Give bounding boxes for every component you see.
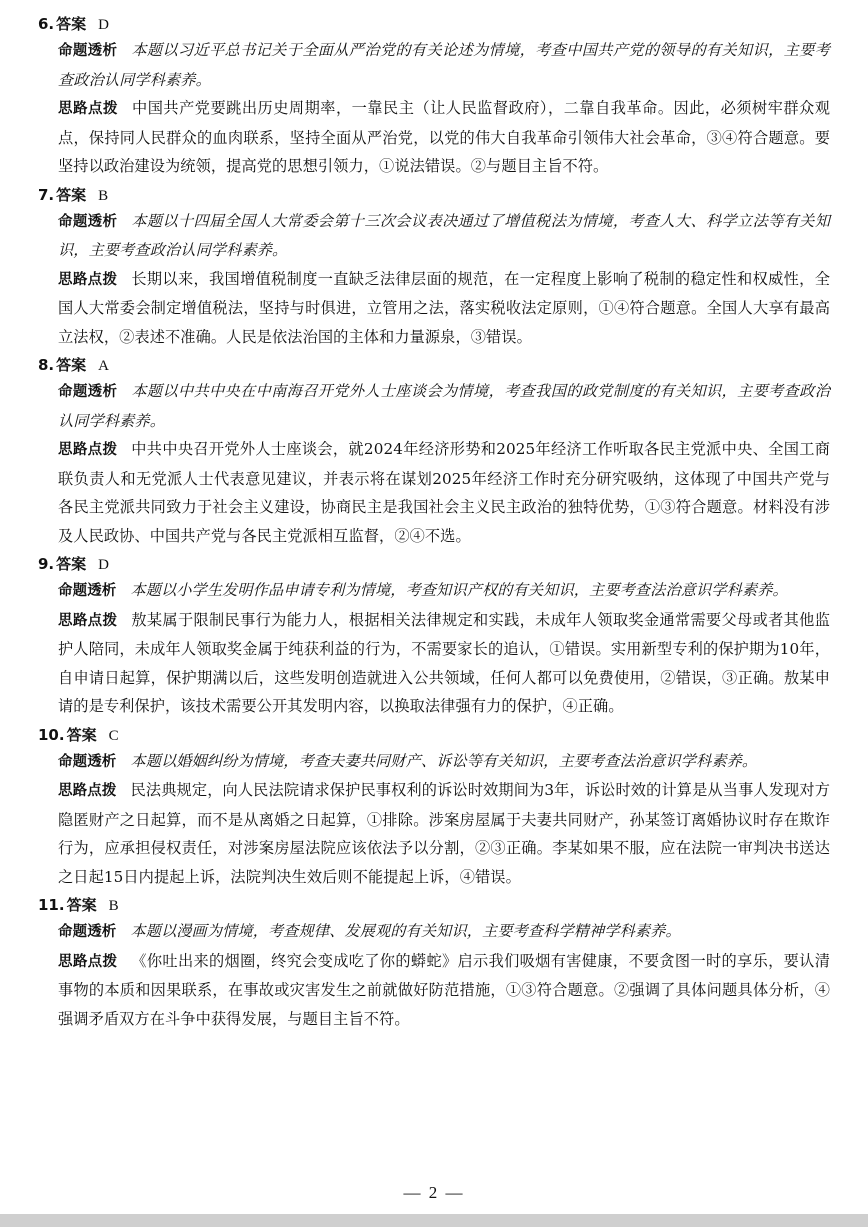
analysis-label: 思路点拨	[58, 953, 118, 970]
question-9-analysis	[38, 606, 830, 721]
question-number: 10.	[38, 725, 65, 744]
question-9-intent	[38, 576, 830, 606]
question-7-header	[38, 183, 830, 207]
analysis-label: 思路点拨	[58, 442, 118, 458]
analysis-label: 思路点拨	[58, 783, 117, 799]
answer-value: D	[98, 17, 109, 33]
question-6-header	[38, 12, 830, 36]
question-8-header	[38, 353, 830, 377]
answer-value: C	[108, 727, 119, 744]
page-number: — 2 —	[403, 1183, 465, 1202]
question-10-analysis	[38, 776, 830, 891]
answer-label: 答案	[56, 15, 87, 33]
answer-value: A	[98, 358, 109, 374]
analysis-label: 思路点拨	[58, 101, 119, 117]
question-10-header	[38, 723, 830, 747]
analysis-text: 民法典规定，向人民法院请求保护民事权利的诉讼时效期间为3年，诉讼时效的计算是从当事人发现对方隐匿财产之日起算，而不是从离婚之日起算，①排除。涉案房屋属于夫妻共同财产，孙某签订离婚协议时存在欺诈行为，应承担侵权责任，对涉案房屋法院应该依法予以分割，②③正确。李某如果不服，应在法院一审判决书送达之日起15日内提起上诉，法院判决生效后则不能提起上诉，④错误。	[58, 781, 830, 886]
analysis-text: 中国共产党要跳出历史周期率，一靠民主（让人民监督政府），二靠自我革命。因此，必须树牢群众观点，保持同人民群众的血肉联系，坚持全面从严治党，以党的伟大自我革命引领伟大社会革命，③④符合题意。要坚持以政治建设为统领，提高党的思想引领力，①说法错误。②与题目主旨不符。	[58, 99, 830, 175]
question-9-header	[38, 552, 830, 576]
answer-label: 答案	[66, 725, 97, 744]
question-number: 11.	[38, 896, 65, 914]
answer-label: 答案	[56, 356, 87, 374]
intent-label: 命题透析	[58, 384, 118, 400]
analysis-text: 《你吐出来的烟圈，终究会变成吃了你的蟒蛇》启示我们吸烟有害健康，不要贪图一时的享乐，要认清事物的本质和因果联系，在事故或灾害发生之前就做好防范措施，①③符合题意。②强调了具体问题具体分析，④强调矛盾双方在斗争中获得发展，与题目主旨不符。	[58, 951, 830, 1028]
intent-text: 本题以小学生发明作品申请专利为情境，考查知识产权的有关知识，主要考查法治意识学科素养。	[130, 581, 788, 599]
question-11-intent	[38, 917, 830, 947]
answer-label: 答案	[66, 896, 97, 914]
question-11-analysis	[38, 947, 830, 1034]
intent-text: 本题以漫画为情境，考查规律、发展观的有关知识，主要考查科学精神学科素养。	[130, 922, 681, 940]
analysis-text: 敖某属于限制民事行为能力人，根据相关法律规定和实践，未成年人领取奖金通常需要父母或者其他监护人陪同，未成年人领取奖金属于纯获利益的行为，不需要家长的追认，①错误。实用新型专利的保护期为10年，自申请日起算，保护期满以后，这些发明创造就进入公共领域，任何人都可以免费使用，②错误，③正确。敖某申请的是专利保护，该技术需要公开其发明内容，以换取法律强有力的保护，④正确。	[58, 610, 830, 715]
intent-label: 命题透析	[58, 583, 117, 599]
intent-text: 本题以中共中央在中南海召开党外人士座谈会为情境，考查我国的政党制度的有关知识，主要考查政治认同学科素养。	[58, 382, 830, 430]
intent-label: 命题透析	[58, 213, 118, 230]
question-number: 7.	[38, 185, 55, 204]
question-number: 8.	[38, 356, 55, 374]
answer-value: D	[98, 557, 109, 573]
intent-text: 本题以习近平总书记关于全面从严治党的有关论述为情境，考查中国共产党的领导的有关知识，主要考查政治认同学科素养。	[58, 41, 830, 89]
question-7-intent	[38, 207, 830, 265]
answer-value: B	[98, 187, 109, 204]
question-number: 6.	[38, 15, 55, 33]
question-6-analysis	[38, 94, 830, 181]
answer-value: B	[108, 898, 119, 914]
question-8-intent	[38, 377, 830, 435]
intent-text: 本题以婚姻纠纷为情境，考查夫妻共同财产、诉讼等有关知识，主要考查法治意识学科素养。	[130, 751, 758, 770]
question-6-intent	[38, 36, 830, 94]
answer-label: 答案	[56, 555, 87, 573]
analysis-label: 思路点拨	[58, 271, 118, 288]
analysis-text: 中共中央召开党外人士座谈会，就2024年经济形势和2025年经济工作听取各民主党派中央、全国工商联负责人和无党派人士代表意见建议，并表示将在谋划2025年经济工作时充分研究吸纳，这体现了中国共产党与各民主党派共同致力于社会主义建设，协商民主是我国社会主义民主政治的独特优势，①③符合题意。材料没有涉及人民政协、中国共产党与各民主党派相互监督，②④不选。	[58, 440, 830, 545]
intent-label: 命题透析	[58, 753, 117, 770]
analysis-label: 思路点拨	[58, 612, 118, 629]
intent-label: 命题透析	[58, 43, 118, 59]
question-number: 9.	[38, 555, 55, 573]
answer-label: 答案	[56, 185, 87, 204]
analysis-text: 长期以来，我国增值税制度一直缺乏法律层面的规范，在一定程度上影响了税制的稳定性和权威性，全国人大常委会制定增值税法，坚持与时俱进，立管用之法，落实税收法定原则，①④符合题意。全国人大享有最高立法权，②表述不准确。人民是依法治国的主体和力量源泉，③错误。	[58, 269, 830, 346]
question-10-intent	[38, 747, 830, 777]
bottom-scan-edge	[0, 1214, 868, 1227]
question-7-analysis	[38, 265, 830, 352]
question-8-analysis	[38, 435, 830, 550]
question-11-header	[38, 893, 830, 917]
intent-text: 本题以十四届全国人大常委会第十三次会议表决通过了增值税法为情境，考查人大、科学立法等有关知识，主要考查政治认同学科素养。	[58, 211, 830, 259]
intent-label: 命题透析	[58, 924, 117, 940]
